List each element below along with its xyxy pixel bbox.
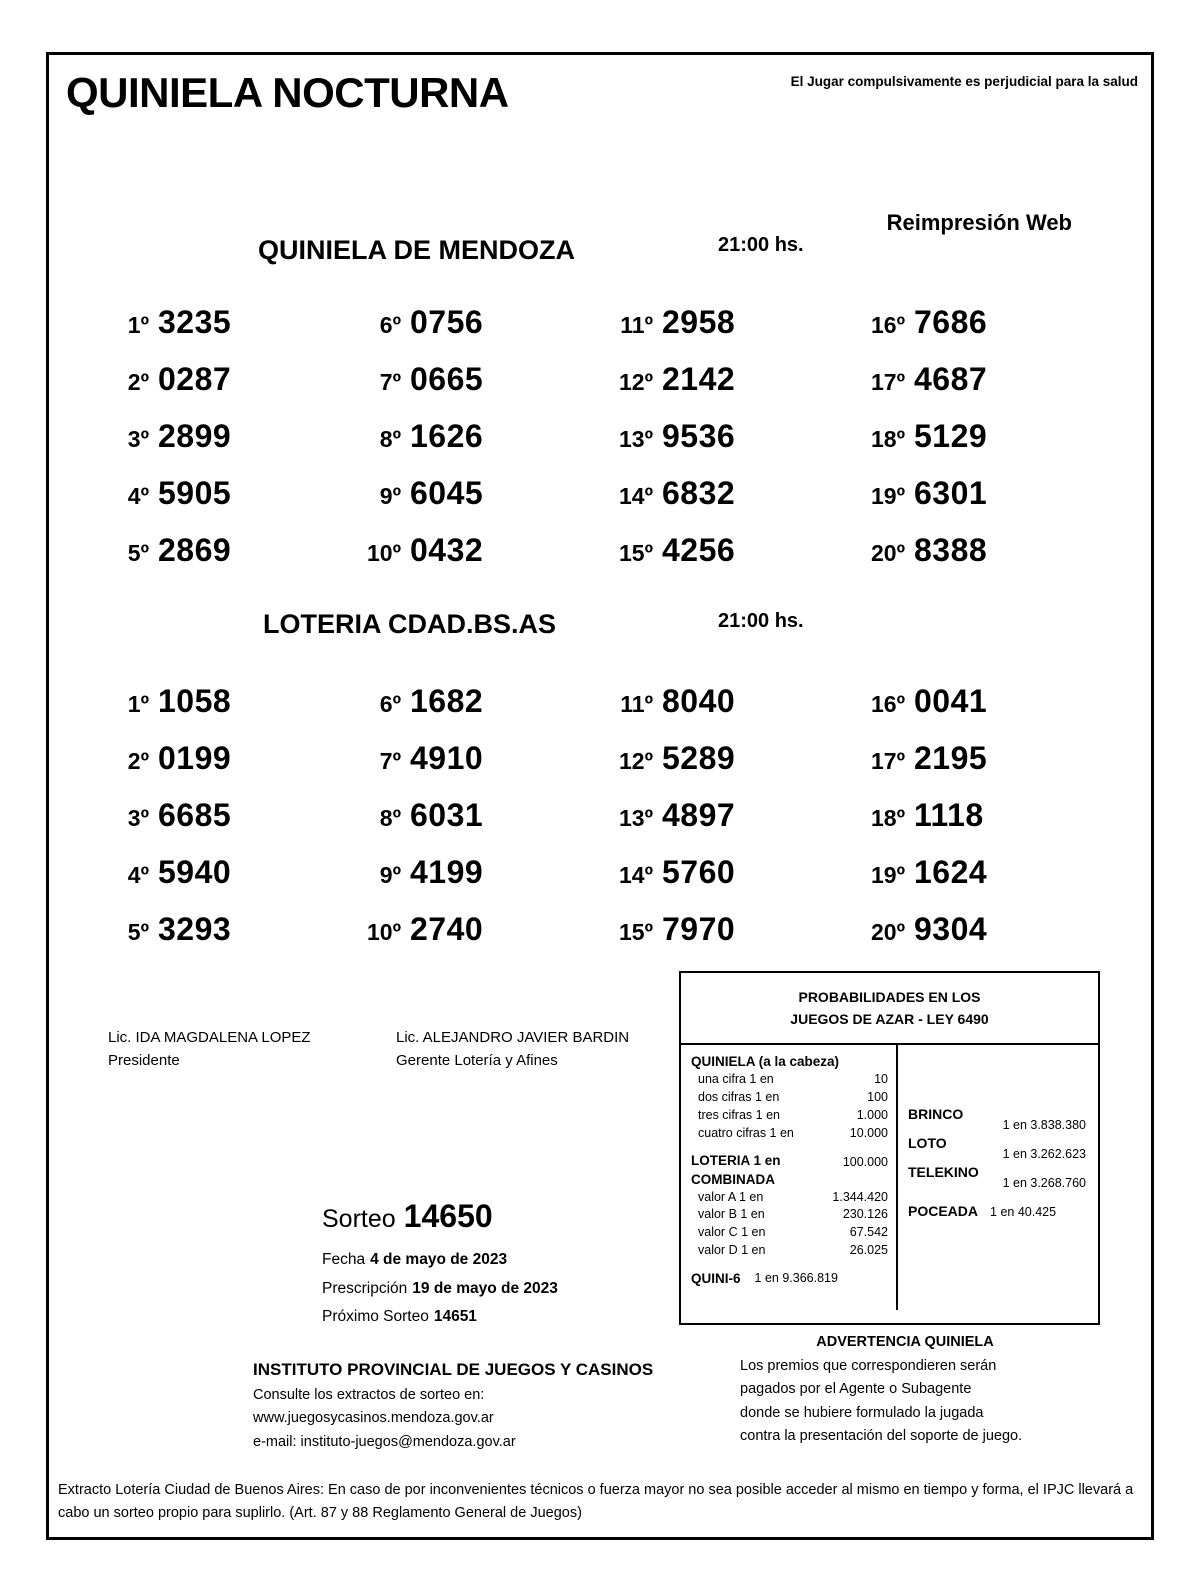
result-position: 13º: [619, 805, 653, 831]
draw-time-bsas: 21:00 hs.: [718, 610, 804, 632]
result-number: 1626: [410, 418, 484, 454]
sorteo-proximo: [322, 1303, 558, 1332]
result-number: 5760: [662, 854, 736, 890]
combinada-section-header: COMBINADA: [691, 1171, 775, 1187]
result-position: 7º: [379, 369, 401, 395]
result-number: 5129: [914, 418, 988, 454]
result-cell: [96, 911, 348, 968]
fecha-label: Fecha: [322, 1251, 366, 1268]
advertencia-line-2: pagados por el Agente o Subagente: [740, 1381, 972, 1398]
result-number: 2195: [914, 740, 988, 776]
odds-row: [691, 1206, 888, 1224]
result-position: 6º: [379, 691, 401, 717]
result-number: 3235: [158, 304, 232, 340]
result-position: 12º: [619, 748, 653, 774]
game-name: BRINCO: [908, 1106, 964, 1123]
result-number: 5905: [158, 475, 232, 511]
result-position: 16º: [871, 312, 905, 338]
result-position: 18º: [871, 426, 905, 452]
result-number: 4687: [914, 361, 988, 397]
sorteo-info-block: [322, 1198, 558, 1332]
result-number: 8040: [662, 683, 736, 719]
result-position: 14º: [619, 483, 653, 509]
result-position: 9º: [379, 483, 401, 509]
result-number: 2899: [158, 418, 232, 454]
result-position: 15º: [619, 540, 653, 566]
result-position: 3º: [127, 805, 149, 831]
result-cell: [852, 911, 1104, 968]
odds-row: [691, 1224, 888, 1242]
result-position: 16º: [871, 691, 905, 717]
result-position: 7º: [379, 748, 401, 774]
result-number: 1058: [158, 683, 232, 719]
result-position: 2º: [127, 748, 149, 774]
result-cell: [96, 854, 348, 911]
quiniela-odds-rows: [691, 1071, 888, 1142]
result-number: 9304: [914, 911, 988, 947]
game-name: TELEKINO: [908, 1164, 979, 1181]
result-cell: [96, 683, 348, 740]
result-number: 0756: [410, 304, 484, 340]
result-number: 4897: [662, 797, 736, 833]
result-position: 9º: [379, 862, 401, 888]
result-cell: [96, 475, 348, 532]
result-position: 2º: [127, 369, 149, 395]
result-position: 11º: [620, 691, 653, 717]
instituto-block: [253, 1360, 653, 1454]
result-cell: [600, 911, 852, 968]
game-odds-row: [908, 1106, 1090, 1132]
odds-label: valor D 1 en: [698, 1242, 766, 1257]
result-number: 7970: [662, 911, 736, 947]
odds-value: 10.000: [849, 1125, 888, 1140]
result-number: 7686: [914, 304, 988, 340]
result-cell: [600, 304, 852, 361]
result-cell: [348, 304, 600, 361]
result-position: 5º: [127, 540, 149, 566]
draw-title-bsas: LOTERIA CDAD.BS.AS: [263, 609, 557, 639]
result-position: 14º: [619, 862, 653, 888]
odds-row: [691, 1242, 888, 1260]
game-odds: 1 en 3.268.760: [1002, 1176, 1086, 1191]
result-cell: [348, 532, 600, 589]
advertencia-line-1: Los premios que correspondieren serán: [740, 1358, 997, 1374]
result-number: 6045: [410, 475, 484, 511]
result-number: 1682: [410, 683, 484, 719]
result-cell: [96, 797, 348, 854]
result-number: 0199: [158, 740, 232, 776]
result-position: 1º: [127, 691, 149, 717]
result-cell: [96, 361, 348, 418]
advertencia-block: [740, 1334, 1070, 1449]
draw-title-mendoza: QUINIELA DE MENDOZA: [258, 235, 575, 265]
odds-value: 10: [874, 1072, 888, 1087]
result-cell: [348, 740, 600, 797]
result-position: 15º: [619, 919, 653, 945]
result-position: 17º: [871, 748, 905, 774]
signature-role: Gerente Lotería y Afines: [396, 1052, 558, 1070]
result-cell: [96, 532, 348, 589]
quini6-value: 1 en 9.366.819: [754, 1270, 838, 1285]
result-cell: [852, 418, 1104, 475]
result-cell: [600, 797, 852, 854]
result-position: 8º: [379, 426, 401, 452]
odds-row: [691, 1071, 888, 1089]
game-odds-row: [908, 1164, 1090, 1190]
loteria-value: 100.000: [842, 1154, 888, 1169]
signature-president: [108, 1026, 311, 1073]
results-grid-bsas: [96, 683, 1104, 968]
result-position: 10º: [367, 540, 401, 566]
result-cell: [852, 361, 1104, 418]
footnote-text: Extracto Lotería Ciudad de Buenos Aires: En caso de por inconvenientes técnicos o fuerza mayor no sea posible acceder al mismo en tiempo y forma, el IPJC llevará a cabo un sorteo propio para suplirlo. (Art. 87 y 88 Reglamento General de Juegos): [58, 1482, 1134, 1522]
combinada-odds-rows: [691, 1189, 888, 1260]
result-number: 0665: [410, 361, 484, 397]
result-number: 2740: [410, 911, 484, 947]
instituto-email[interactable]: e-mail: instituto-juegos@mendoza.gov.ar: [253, 1433, 516, 1450]
proximo-value: 14651: [433, 1308, 477, 1326]
result-position: 20º: [871, 919, 905, 945]
odds-label: cuatro cifras 1 en: [698, 1125, 794, 1140]
instituto-title: INSTITUTO PROVINCIAL DE JUEGOS Y CASINOS: [253, 1360, 654, 1379]
probabilities-box: [679, 971, 1100, 1325]
result-cell: [852, 475, 1104, 532]
result-number: 1624: [914, 854, 988, 890]
result-position: 3º: [127, 426, 149, 452]
odds-value: 1.000: [856, 1107, 888, 1122]
result-number: 1118: [914, 797, 984, 833]
result-cell: [852, 683, 1104, 740]
result-cell: [852, 797, 1104, 854]
odds-value: 100: [867, 1090, 888, 1105]
odds-value: 230.126: [842, 1207, 888, 1222]
loteria-label: LOTERIA 1 en: [691, 1153, 781, 1169]
health-warning-text: El Jugar compulsivamente es perjudicial para la salud: [790, 74, 1138, 89]
odds-value: 1.344.420: [832, 1189, 888, 1204]
poceada-odds-row: [908, 1203, 1090, 1219]
signature-name: Lic. IDA MAGDALENA LOPEZ: [108, 1029, 311, 1046]
odds-label: valor C 1 en: [698, 1225, 766, 1240]
game-odds: 1 en 3.262.623: [1002, 1147, 1086, 1162]
result-cell: [348, 797, 600, 854]
result-cell: [600, 854, 852, 911]
result-position: 19º: [871, 862, 905, 888]
result-position: 11º: [620, 312, 653, 338]
result-position: 10º: [367, 919, 401, 945]
page-title: QUINIELA NOCTURNA: [66, 69, 509, 116]
result-cell: [96, 304, 348, 361]
result-number: 0287: [158, 361, 232, 397]
results-grid-mendoza: [96, 304, 1104, 589]
result-cell: [96, 418, 348, 475]
reprint-label: Reimpresión Web: [886, 210, 1072, 235]
result-position: 18º: [871, 805, 905, 831]
result-number: 4256: [662, 532, 736, 568]
probabilities-title: [681, 973, 1098, 1045]
probabilities-body: [681, 1045, 1098, 1310]
result-position: 6º: [379, 312, 401, 338]
result-position: 19º: [871, 483, 905, 509]
draw-time-mendoza: 21:00 hs.: [718, 234, 804, 256]
signature-manager: [396, 1026, 629, 1073]
result-number: 9536: [662, 418, 736, 454]
sorteo-fecha: [322, 1246, 558, 1275]
result-cell: [600, 361, 852, 418]
odds-row: [691, 1125, 888, 1143]
result-number: 3293: [158, 911, 232, 947]
prescripcion-value: 19 de mayo de 2023: [412, 1279, 558, 1297]
odds-label: valor A 1 en: [698, 1189, 764, 1204]
result-position: 12º: [619, 369, 653, 395]
spacer: [691, 1142, 888, 1151]
result-cell: [348, 854, 600, 911]
result-position: 20º: [871, 540, 905, 566]
result-cell: [852, 740, 1104, 797]
result-cell: [348, 475, 600, 532]
signature-name: Lic. ALEJANDRO JAVIER BARDIN: [396, 1029, 630, 1046]
quiniela-section-header: QUINIELA (a la cabeza): [691, 1054, 840, 1070]
result-cell: [348, 683, 600, 740]
result-number: 5940: [158, 854, 232, 890]
probabilities-title-line2: JUEGOS DE AZAR - LEY 6490: [790, 1010, 989, 1027]
result-cell: [852, 304, 1104, 361]
result-position: 1º: [127, 312, 149, 338]
odds-row: [691, 1089, 888, 1107]
result-number: 6685: [158, 797, 232, 833]
result-number: 6301: [914, 475, 988, 511]
result-number: 5289: [662, 740, 736, 776]
result-cell: [600, 740, 852, 797]
proximo-label: Próximo Sorteo: [322, 1308, 429, 1326]
result-number: 4910: [410, 740, 484, 776]
result-cell: [600, 418, 852, 475]
signature-role: Presidente: [108, 1052, 180, 1070]
other-games-odds: [908, 1106, 1090, 1190]
game-odds-row: [908, 1135, 1090, 1161]
probabilities-right-column: [898, 1045, 1098, 1310]
odds-value: 26.025: [849, 1242, 888, 1257]
result-cell: [600, 683, 852, 740]
poceada-odds: 1 en 40.425: [990, 1205, 1057, 1220]
result-number: 6832: [662, 475, 736, 511]
instituto-line-1: Consulte los extractos de sorteo en:: [253, 1387, 485, 1403]
odds-label: una cifra 1 en: [698, 1072, 774, 1087]
result-number: 2958: [662, 304, 736, 340]
result-number: 2142: [662, 361, 736, 397]
sorteo-label: Sorteo: [322, 1205, 396, 1233]
odds-label: valor B 1 en: [698, 1207, 765, 1222]
result-position: 5º: [127, 919, 149, 945]
poceada-name: POCEADA: [908, 1203, 979, 1220]
result-position: 4º: [127, 483, 149, 509]
sorteo-number: 14650: [403, 1198, 493, 1234]
prescripcion-label: Prescripción: [322, 1279, 408, 1297]
result-cell: [348, 911, 600, 968]
result-cell: [348, 361, 600, 418]
fecha-value: 4 de mayo de 2023: [370, 1251, 508, 1268]
spacer: [908, 1054, 1090, 1106]
odds-value: 67.542: [849, 1225, 888, 1240]
result-number: 2869: [158, 532, 232, 568]
instituto-website[interactable]: www.juegosycasinos.mendoza.gov.ar: [253, 1410, 494, 1427]
advertencia-title: ADVERTENCIA QUINIELA: [816, 1334, 994, 1350]
sorteo-prescripcion: [322, 1275, 558, 1304]
odds-row: [691, 1107, 888, 1125]
odds-label: tres cifras 1 en: [698, 1107, 780, 1122]
odds-label: dos cifras 1 en: [698, 1090, 780, 1105]
game-odds: 1 en 3.838.380: [1002, 1118, 1086, 1133]
game-name: LOTO: [908, 1135, 947, 1152]
result-number: 0041: [914, 683, 988, 719]
loteria-odds-row: [691, 1151, 888, 1171]
result-position: 13º: [619, 426, 653, 452]
probabilities-title-line1: PROBABILIDADES EN LOS: [798, 989, 981, 1005]
result-number: 6031: [410, 797, 484, 833]
result-cell: [852, 854, 1104, 911]
quini6-label: QUINI-6: [691, 1270, 741, 1286]
result-number: 8388: [914, 532, 988, 568]
result-position: 4º: [127, 862, 149, 888]
result-position: 17º: [871, 369, 905, 395]
quini6-odds-row: [691, 1271, 888, 1286]
result-cell: [600, 532, 852, 589]
advertencia-line-3: donde se hubiere formulado la jugada: [740, 1404, 984, 1421]
result-number: 4199: [410, 854, 484, 890]
result-cell: [348, 418, 600, 475]
odds-row: [691, 1189, 888, 1207]
result-cell: [852, 532, 1104, 589]
result-cell: [600, 475, 852, 532]
result-number: 0432: [410, 532, 484, 568]
probabilities-left-column: [681, 1045, 898, 1310]
result-position: 8º: [379, 805, 401, 831]
advertencia-line-4: contra la presentación del soporte de juego.: [740, 1428, 1023, 1445]
result-cell: [96, 740, 348, 797]
sorteo-number-line: [322, 1198, 558, 1235]
